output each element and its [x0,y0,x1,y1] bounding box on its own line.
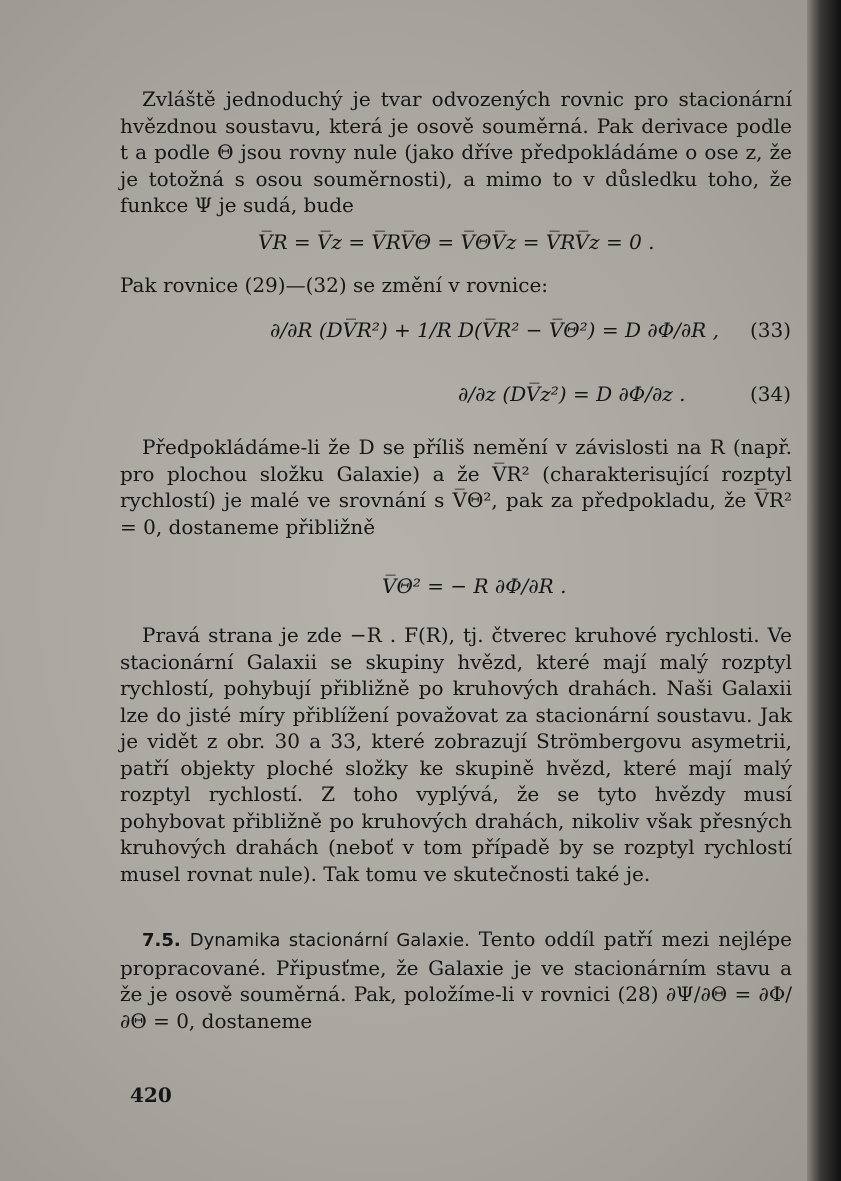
section-number: 7.5. [142,930,181,951]
section-7-5 [120,926,792,1034]
page-number: 420 [130,1083,172,1107]
equation-circular-velocity: V̅Θ² = − R ∂Φ/∂R . [382,574,567,598]
paragraph-1-text: Zvláště jednoduchý je tvar odvozených rovnic pro stacionární hvězdnou soustavu, která je osově souměrná. Pak derivace podle t a podle Θ jsou rovny nule (jako dříve předpokládáme o ose z, že je totožná s osou souměrnosti), a mimo to v důsledku toho, že funkce Ψ je sudá, bude [120,87,792,217]
paragraph-2-text: Pak rovnice (29)—(32) se změní v rovnice: [120,273,549,297]
equation-33-number: (33) [750,318,792,342]
paragraph-4-text: Pravá strana je zde −R . F(R), tj. čtverec kruhové rychlosti. Ve stacionární Galaxii se skupiny hvězd, které mají malý rozptyl rychlostí, pohybují přibližně po kruhových drahách. Naši Galaxii lze do jisté míry přiblížení považovat za stacionární soustavu. Jak je vidět z obr. 30 a 33, které zobrazují Strömbergovu asymetrii, patří objekty ploché složky ke skupině hvězd, které mají malý rozptyl rychlostí. Z toho vyplývá, že se tyto hvězdy musí pohybovat přibližně po kruhových drahách, nikoliv však přesných kruhových drahách (neboť v tom případě by se rozptyl rychlostí musel rovnat nule). Tak tomu ve skutečnosti také je. [120,623,792,886]
paragraph-5-text: Tento oddíl patří mezi nejlépe propracované. Připusťme, že Galaxie je ve stacionárním stavu a že je osově souměrná. Pak, položíme-li v rovnici (28) ∂Ψ/∂Θ = ∂Φ/∂Θ = 0, dostaneme [120,927,792,1033]
equation-34-number: (34) [750,382,792,406]
equation-34: ∂/∂z (DV̅z²) = D ∂Φ/∂z . [458,382,686,406]
equation-zero-means: V̅R = V̅z = V̅RV̅Θ = V̅ΘV̅z = V̅RV̅z = 0 . [258,230,655,254]
paragraph-2 [120,272,792,299]
paragraph-3-text: Předpokládáme-li že D se příliš nemění v závislosti na R (např. pro plochou složku Galaxie) a že V̅R² (charakterisující rozptyl rychlostí) je malé ve srovnání s V̅Θ², pak za předpokladu, že V̅R² = 0, dostaneme přibližně [120,435,792,539]
equation-33: ∂/∂R (DV̅R²) + 1/R D(V̅R² − V̅Θ²) = D ∂Φ/∂R , [270,318,719,342]
section-7-5-paragraph [120,926,792,1034]
paragraph-4 [120,622,792,887]
paragraph-3 [120,434,792,540]
page-edge-shadow [807,0,841,1181]
section-title: Dynamika stacionární Galaxie. [189,930,470,951]
paragraph-1 [120,86,792,219]
